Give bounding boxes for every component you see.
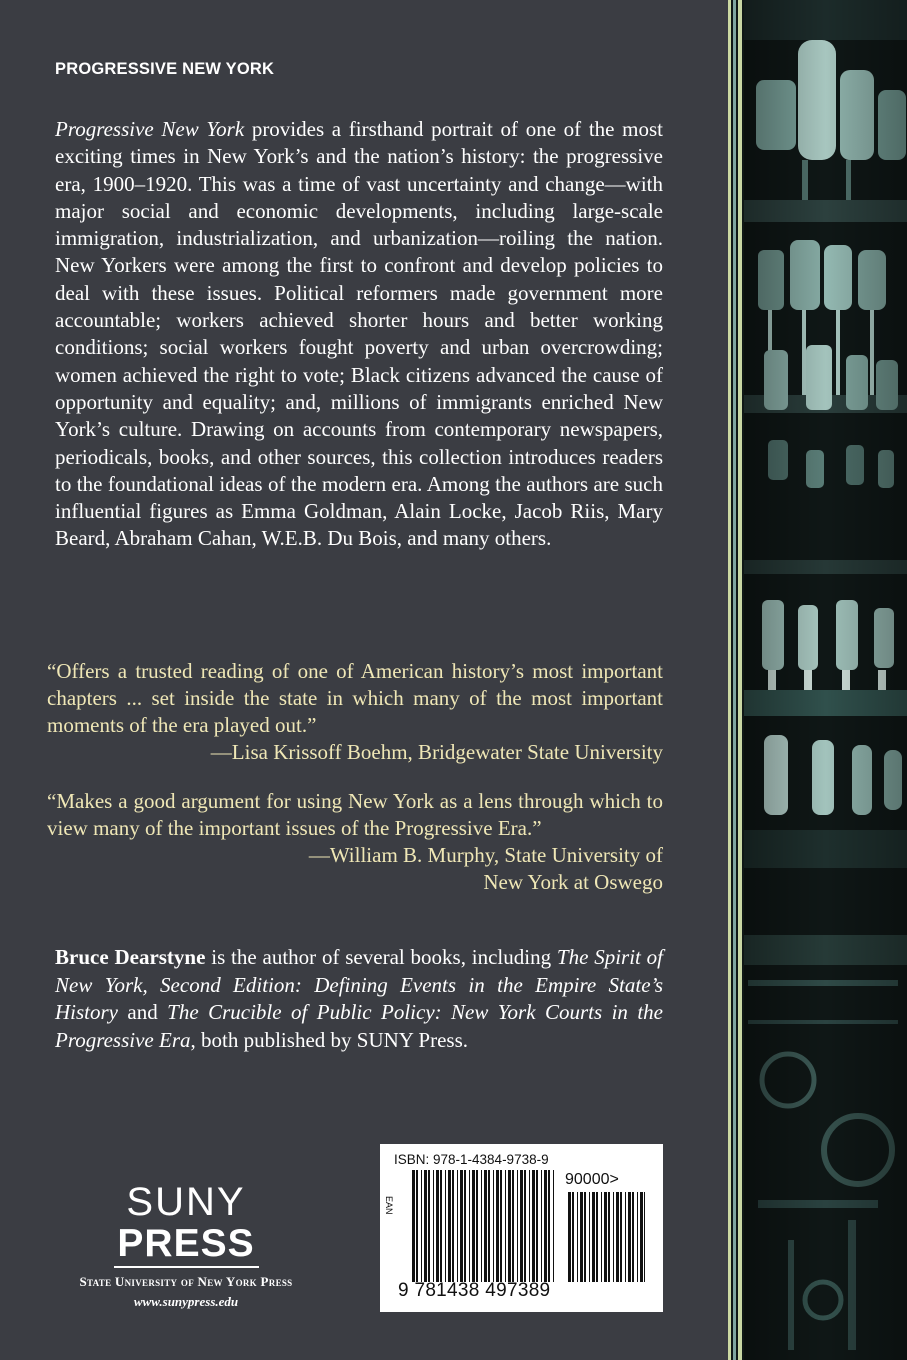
spine-photo bbox=[728, 0, 907, 1360]
quote-2-text: “Makes a good argument for using New York as a lens through which to view many of the important issues of the Progressive Era.” bbox=[47, 789, 663, 840]
bio-book-2: The Crucible of Public Policy: New York Courts in the Progressive Era bbox=[55, 1000, 663, 1052]
price-code: 90000> bbox=[565, 1171, 619, 1188]
barcode-bar bbox=[529, 1170, 530, 1282]
barcode-bar bbox=[512, 1170, 514, 1282]
barcode-bar bbox=[416, 1170, 418, 1282]
barcode-bar bbox=[421, 1170, 422, 1282]
barcode-bar bbox=[572, 1192, 574, 1282]
barcode-bar bbox=[433, 1170, 434, 1282]
barcode-bar bbox=[424, 1170, 427, 1282]
logo-press: PRESS bbox=[117, 1222, 255, 1265]
barcode-bar bbox=[517, 1170, 518, 1282]
barcode-bar bbox=[496, 1170, 499, 1282]
publisher-full-name: State University of New York Press bbox=[79, 1274, 293, 1289]
barcode-bar bbox=[596, 1192, 598, 1282]
barcode-bar bbox=[592, 1192, 595, 1282]
quote-1-attribution: —Lisa Krissoff Boehm, Bridgewater State University bbox=[210, 740, 663, 764]
barcode-bar bbox=[464, 1170, 466, 1282]
barcode-bar bbox=[457, 1170, 458, 1282]
barcode-bar bbox=[640, 1192, 643, 1282]
publisher-url: www.sunypress.edu bbox=[133, 1294, 239, 1309]
barcode-bar bbox=[484, 1170, 487, 1282]
barcode-bar bbox=[481, 1170, 482, 1282]
isbn-label: ISBN: 978-1-4384-9738-9 bbox=[394, 1152, 549, 1167]
barcode-bar bbox=[604, 1192, 607, 1282]
barcode-bar bbox=[644, 1192, 645, 1282]
barcode-bar bbox=[541, 1170, 542, 1282]
logo-suny: SUNY bbox=[126, 1180, 246, 1224]
barcode-bar bbox=[488, 1170, 490, 1282]
ean-label: EAN bbox=[384, 1196, 394, 1215]
barcode-bar bbox=[616, 1192, 619, 1282]
barcode-bar bbox=[548, 1170, 550, 1282]
barcode-bar bbox=[520, 1170, 523, 1282]
description-text: provides a firsthand portrait of one of the most exciting times in New York’s and the nation’s history: the progressive era, 1900–1920. This was a time of vast uncertainty and change—with major social and economic developments, including large-scale immigration, industrialization, and urbanization—roiling the nation. New Yorkers were among the first to confront and develop policies to deal with these issues. Political reformers made government more accountable; workers achieved shorter hours and better working conditions; social workers fought poverty and urban overcrowding; women achieved the right to vote; Black citizens advanced the cause of opportunity and equality; and, millions of immigrants enriched New York’s culture. Drawing on accounts from contemporary newspapers, periodicals, books, and other sources, this collection introduces readers to the foundational ideas of the modern era. Among the authors are such influential figures as Emma Goldman, Alain Locke, Jacob Riis, Mary Beard, Abraham Cahan, W.E.B. Du Bois, and many others. bbox=[55, 117, 663, 551]
barcode-bar bbox=[613, 1192, 614, 1282]
barcode-bar bbox=[460, 1170, 463, 1282]
barcode-bar bbox=[428, 1170, 430, 1282]
barcode-bar bbox=[620, 1192, 622, 1282]
barcode-bar bbox=[493, 1170, 494, 1282]
endorsement-quote-1 bbox=[47, 658, 663, 766]
barcode-bar bbox=[628, 1192, 631, 1282]
barcode-bar bbox=[505, 1170, 506, 1282]
barcode-bar bbox=[472, 1170, 475, 1282]
author-name: Bruce Dearstyne bbox=[55, 945, 206, 969]
barcode-bar bbox=[625, 1192, 626, 1282]
barcode-bar bbox=[412, 1170, 415, 1282]
barcode-bar bbox=[476, 1170, 478, 1282]
book-title-italic: Progressive New York bbox=[55, 117, 245, 141]
barcode-bar bbox=[544, 1170, 547, 1282]
book-description bbox=[55, 116, 663, 553]
barcode-bar bbox=[553, 1170, 554, 1282]
barcode-bar bbox=[500, 1170, 502, 1282]
quote-2-attribution-line2: New York at Oswego bbox=[483, 870, 663, 894]
barcode-bar bbox=[637, 1192, 638, 1282]
barcode-bar bbox=[532, 1170, 535, 1282]
barcode-bar bbox=[632, 1192, 634, 1282]
barcode-bar bbox=[469, 1170, 470, 1282]
barcode-bar bbox=[608, 1192, 610, 1282]
quote-1-text: “Offers a trusted reading of one of American history’s most important chapters ... set inside the state in which many of the most important moments of the era played out.” bbox=[47, 659, 663, 737]
barcode-bar bbox=[568, 1192, 571, 1282]
isbn-barcode bbox=[380, 1144, 663, 1312]
author-bio bbox=[55, 944, 663, 1054]
barcode-bar bbox=[536, 1170, 538, 1282]
barcode-bar bbox=[601, 1192, 602, 1282]
quote-2-attribution-line1: —William B. Murphy, State University of bbox=[308, 843, 663, 867]
suny-press-logo bbox=[55, 1182, 317, 1310]
bio-text-1: is the author of several books, including bbox=[205, 945, 557, 969]
barcode-bar bbox=[445, 1170, 446, 1282]
barcode-bar bbox=[580, 1192, 583, 1282]
barcode-digits: 9 781438 497389 bbox=[398, 1280, 551, 1301]
barcode-bar bbox=[577, 1192, 578, 1282]
series-title: PROGRESSIVE NEW YORK bbox=[55, 60, 275, 78]
barcode-bar bbox=[440, 1170, 442, 1282]
barcode-bar bbox=[508, 1170, 511, 1282]
barcode-bar bbox=[452, 1170, 454, 1282]
bio-book-1: The Spirit of New York, Second Edition: Defining Events in the Empire State’s History bbox=[55, 945, 664, 1024]
barcode-bar bbox=[448, 1170, 451, 1282]
logo-divider bbox=[114, 1266, 259, 1268]
barcode-bar bbox=[524, 1170, 526, 1282]
barcode-bar bbox=[436, 1170, 439, 1282]
endorsement-quote-2 bbox=[47, 788, 663, 896]
bio-text-3: , both published by SUNY Press. bbox=[190, 1027, 468, 1052]
barcode-bar bbox=[584, 1192, 586, 1282]
barcode-bar bbox=[589, 1192, 590, 1282]
bio-text-2: and bbox=[118, 1000, 168, 1024]
